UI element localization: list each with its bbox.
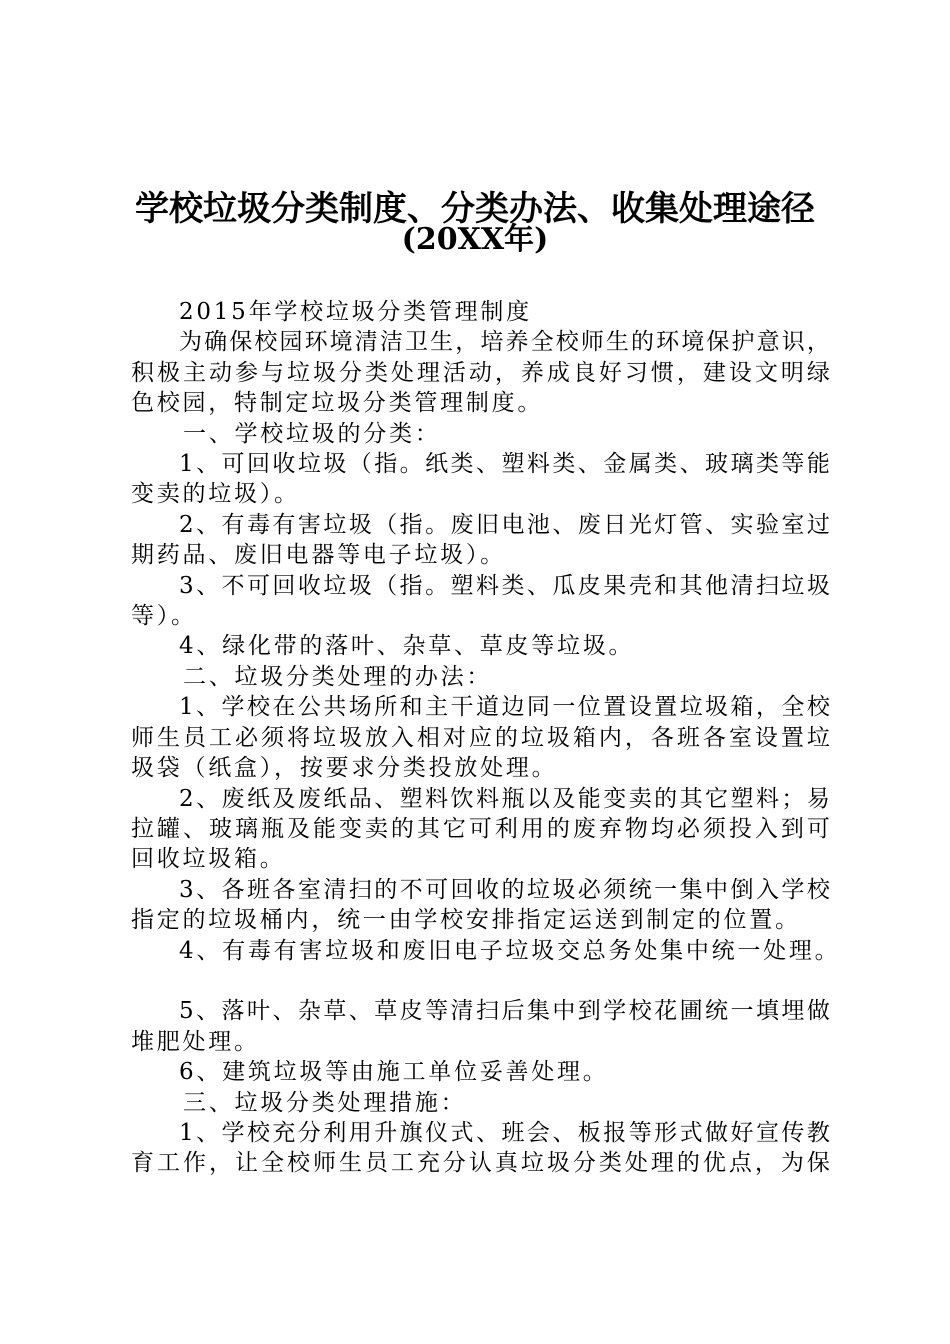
list-item: 2、废纸及废纸品、塑料饮料瓶以及能变卖的其它塑料；易 (179, 785, 831, 812)
document-title-year: (20XX年) (401, 222, 549, 257)
list-item: 指定的垃圾桶内，统一由学校安排指定运送到制定的位置。 (131, 907, 801, 934)
section-heading: 二、垃圾分类处理的办法： (183, 663, 493, 690)
section-heading: 一、学校垃圾的分类： (183, 420, 441, 447)
list-item: 2、有毒有害垃圾（指。废旧电池、废日光灯管、实验室过 (179, 511, 831, 538)
list-item: 4、绿化带的落叶、杂草、草皮等垃圾。 (179, 633, 635, 660)
list-item: 1、学校充分利用升旗仪式、班会、板报等形式做好宣传教 (179, 1119, 831, 1146)
list-item: 1、学校在公共场所和主干道边同一位置设置垃圾箱，全校 (179, 694, 831, 721)
list-item: 4、有毒有害垃圾和废旧电子垃圾交总务处集中统一处理。 (179, 937, 841, 964)
subtitle: 2015年学校垃圾分类管理制度 (179, 299, 532, 325)
list-item: 期药品、废旧电器等电子垃圾）。 (131, 542, 506, 569)
list-item: 育工作，让全校师生员工充分认真垃圾分类处理的优点，为保 (131, 1150, 831, 1177)
list-item: 师生员工必须将垃圾放入相对应的垃圾箱内，各班各室设置垃 (131, 724, 831, 751)
document-body (131, 297, 841, 1179)
list-item: 1、可回收垃圾（指。纸类、塑料类、金属类、玻璃类等能 (179, 451, 831, 478)
blank-line (131, 966, 831, 996)
intro-line: 积极主动参与垃圾分类处理活动，养成良好习惯，建设文明绿 (131, 359, 831, 386)
list-item: 6、建筑垃圾等由施工单位妥善处理。 (179, 1059, 609, 1086)
document-title: 学校垃圾分类制度、分类办法、收集处理途径 (135, 189, 815, 229)
list-item: 3、不可回收垃圾（指。塑料类、瓜皮果壳和其他清扫垃圾 (179, 572, 831, 599)
list-item: 5、落叶、杂草、草皮等清扫后集中到学校花圃统一填埋做 (179, 998, 831, 1025)
list-item: 拉罐、玻璃瓶及能变卖的其它可利用的废弃物均必须投入到可 (131, 815, 831, 842)
list-item: 变卖的垃圾）。 (131, 481, 300, 508)
list-item: 等）。 (131, 603, 197, 630)
intro-line: 色校园，特制定垃圾分类管理制度。 (131, 390, 544, 417)
list-item: 圾袋（纸盒），按要求分类投放处理。 (131, 755, 558, 782)
list-item: 3、各班各室清扫的不可回收的垃圾必须统一集中倒入学校 (179, 876, 831, 903)
list-item: 回收垃圾箱。 (131, 846, 286, 873)
section-heading: 三、垃圾分类处理措施： (183, 1089, 467, 1116)
intro-line: 为确保校园环境清洁卫生，培养全校师生的环境保护意识， (179, 329, 831, 356)
list-item: 堆肥处理。 (131, 1028, 260, 1055)
